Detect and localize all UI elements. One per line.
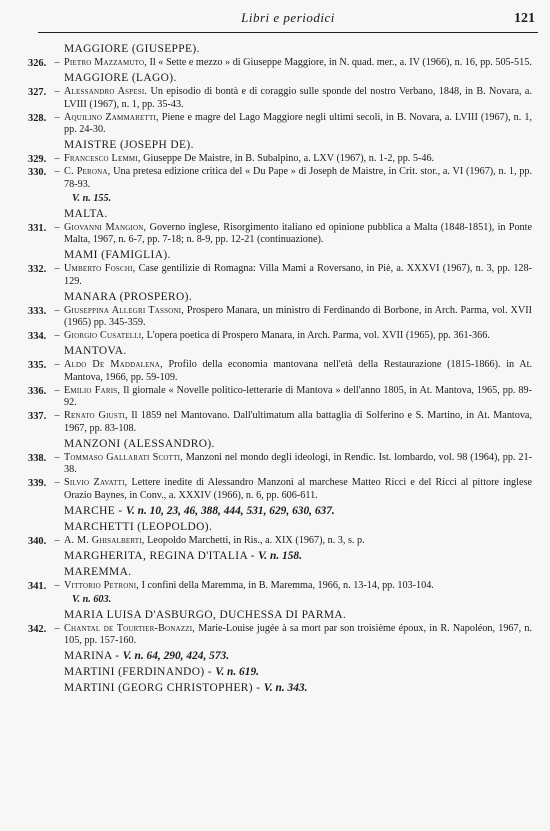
subject-heading [28, 519, 532, 535]
heading-text: MAMI (FAMIGLIA). [64, 249, 171, 261]
entry-citation: Piene e magre del Lago Maggiore negli ultimi secoli, in B. Novara, a. LVIII (1967), n. 1, pp. 24-30. [64, 111, 532, 136]
heading-text: MARGHERITA, REGINA D'ITALIA - [64, 549, 259, 562]
entry-number: 329. [28, 154, 47, 165]
entry-number: 339. [28, 478, 47, 489]
entry-dash: – [54, 111, 60, 123]
entry-author: Vittorio Petroni, [64, 579, 140, 591]
entry-author: Aldo De Maddalena, [64, 359, 163, 370]
heading-text: MARINA - [64, 650, 123, 662]
subject-heading [28, 41, 532, 57]
entry-body [64, 623, 532, 649]
bibliography-entry [28, 623, 532, 649]
entry-author: Umberto Foschi, [64, 263, 136, 274]
subject-heading [28, 648, 532, 664]
entry-citation: Il 1859 nel Mantovano. Dall'ultimatum alla battaglia di Solferino e S. Martino, in At. Mantova, 1967, pp. 83-108. [64, 410, 532, 434]
entry-number: 337. [28, 411, 47, 422]
subject-heading [28, 247, 532, 263]
entry-dash: – [54, 86, 60, 97]
entry-dash: – [54, 263, 60, 274]
subject-heading [28, 70, 532, 86]
entry-dash: – [54, 410, 60, 421]
entry-author: Giuseppina Allegri Tassoni, [64, 304, 184, 316]
entry-number: 326. [28, 58, 47, 69]
entry-author: Silvio Zavatti, [64, 477, 128, 488]
bibliography-entry [28, 410, 532, 436]
subject-heading [28, 564, 532, 580]
see-also-reference: V. n. 155. [72, 192, 112, 204]
entry-body [64, 222, 532, 248]
entry-citation: Governo inglese, Risorgimento italiano ed opinione pubblica a Malta (1848-1851), in Ponte Malta, 1967, n. 6-7, pp. 7-18; n. 8-9, pp. 12-21 (continuazione). [64, 221, 532, 246]
entry-dash: – [54, 622, 60, 634]
entry-body [64, 57, 532, 70]
heading-text: MARTINI (GEORG CHRISTOPHER) - [64, 682, 264, 694]
bibliography-entry [28, 385, 532, 411]
entry-dash: – [54, 579, 60, 591]
entry-dash: – [54, 153, 60, 164]
heading-text: MARCHE - [64, 504, 126, 517]
entry-body [64, 359, 532, 385]
entry-author: Aquilino Zammaretti, [64, 111, 159, 123]
entry-citation: Marie-Louise jugée à sa mort par son troisième époux, in R. Napoléon, 1967, n. 105, pp. 157-160. [64, 622, 533, 647]
entry-citation: L'opera poetica di Prospero Manara, in Arch. Parma, vol. XVII (1965), pp. 361-366. [144, 330, 490, 341]
subject-heading [28, 680, 532, 696]
entry-number: 328. [28, 112, 47, 124]
entry-citation: Prospero Manara, un ministro di Ferdinando di Borbone, in Arch. Parma, vol. XVII (1965) pp. 345-359. [64, 304, 532, 329]
entry-number: 340. [28, 535, 47, 547]
entry-body [64, 166, 532, 192]
entry-body [64, 153, 532, 166]
entry-dash: – [54, 57, 60, 68]
entry-author: Alessandro Aspesi. [64, 86, 148, 97]
subject-heading [28, 436, 532, 452]
entry-dash: – [54, 451, 60, 463]
entry-citation: Profilo della economia mantovana nell'età della Restaurazione (1815-1866). in At. Mantova, 1966, pp. 59-109. [64, 359, 532, 383]
entry-dash: – [54, 166, 60, 177]
subject-heading [28, 343, 532, 359]
entry-citation: Il « Sette e mezzo » di Giuseppe Maggiore, in N. quad. mer., a. IV (1966), n. 16, pp. 505-515. [146, 57, 532, 68]
entry-number: 335. [28, 360, 47, 371]
subject-heading [28, 548, 532, 564]
heading-text: MANZONI (ALESSANDRO). [64, 437, 215, 450]
entry-body [64, 112, 532, 138]
entry-number: 331. [28, 222, 47, 234]
entry-number: 342. [28, 623, 47, 635]
entry-citation: Giuseppe De Maistre, in B. Subalpino, a. LXV (1967), n. 1-2, pp. 5-46. [140, 153, 435, 164]
entry-dash: – [54, 330, 60, 341]
entry-number: 341. [28, 580, 47, 592]
cross-reference: V. n. 10, 23, 46, 388, 444, 531, 629, 630, 637. [125, 504, 335, 517]
entry-number: 332. [28, 264, 47, 275]
subject-heading [28, 206, 532, 222]
heading-text: MARIA LUISA D'ASBURGO, DUCHESSA DI PARMA. [64, 608, 347, 621]
running-title: Libri e periodici [241, 10, 335, 25]
cross-reference: V. n. 64, 290, 424, 573. [122, 650, 230, 662]
entry-dash: – [54, 384, 60, 396]
entry-citation: Un episodio di bontà e di coraggio sulle sponde del nostro Verbano, 1848, in B. Novara, a. LVIII (1967), n. 1, pp. 35-43. [64, 86, 532, 110]
entry-citation: I confini della Maremma, in B. Maremma, 1966, n. 13-14, pp. 103-104. [139, 579, 434, 591]
entry-author: Giovanni Mangion, [64, 221, 147, 233]
heading-text: MAGGIORE (GIUSEPPE). [64, 43, 200, 55]
entry-author: Chantal de Tourtier-Bonazzi, [64, 622, 196, 634]
entry-citation: Case gentilizie di Romagna: Villa Mami a Roversano, in Piè, a. XXXVI (1967), n. 3, pp. 128-129. [64, 263, 532, 287]
entry-body [64, 330, 532, 343]
cross-reference: V. n. 619. [215, 666, 259, 678]
entry-body [64, 535, 532, 548]
entry-citation: Leopoldo Marchetti, in Ris., a. XIX (1967), n. 3, s. p. [144, 534, 365, 546]
bibliography-entry [28, 112, 532, 138]
entry-body [64, 580, 532, 593]
entry-body [64, 477, 532, 503]
bibliography-entry [28, 330, 532, 343]
entry-citation: Manzoni nel mondo degli ideologi, in Rendic. Ist. lombardo, vol. 98 (1964), pp. 21-38. [64, 451, 532, 476]
entry-author: C. Perona, [64, 166, 111, 177]
subject-heading [28, 607, 532, 623]
subject-heading [28, 137, 532, 153]
bibliography-entry [28, 222, 532, 248]
entry-author: Tommaso Gallarati Scotti, [64, 451, 183, 463]
bibliography-list [28, 41, 532, 696]
heading-text: MAREMMA. [64, 565, 132, 578]
entry-body [64, 86, 532, 112]
entry-number: 334. [28, 331, 47, 342]
entry-number: 327. [28, 87, 47, 98]
entry-body [64, 305, 532, 331]
bibliography-entry [28, 477, 532, 503]
heading-text: MARTINI (FERDINANDO) - [64, 666, 216, 678]
entry-dash: – [54, 477, 60, 488]
entry-number: 336. [28, 385, 47, 397]
entry-citation: Il giornale « Novelle politico-letterarie di Mantova » dell'anno 1805, in At. Mantova, 1965, pp. 89-92. [64, 384, 532, 409]
page-number: 121 [514, 11, 535, 26]
bibliography-entry [28, 452, 532, 478]
entry-citation: Lettere inedite di Alessandro Manzoni al marchese Matteo Ricci e del Ricci al pittore inglese Orazio Baynes, in Conv., a. XXXIV (1966), n. 6, pp. 606-611. [64, 477, 532, 501]
entry-author: Francesco Lemmi, [64, 153, 141, 164]
entry-number: 330. [28, 167, 47, 178]
bibliography-entry [28, 57, 532, 70]
entry-author: Pietro Mazzamuto, [64, 57, 147, 68]
entry-dash: – [54, 534, 60, 546]
heading-text: MALTA. [64, 207, 108, 220]
cross-reference: V. n. 343. [263, 682, 308, 694]
bibliography-entry [28, 166, 532, 192]
bibliography-entry [28, 359, 532, 385]
cross-reference: V. n. 158. [258, 549, 302, 562]
bibliography-entry [28, 153, 532, 166]
heading-text: MAISTRE (JOSEPH DE). [64, 139, 194, 151]
bibliography-entry [28, 580, 532, 593]
entry-body [64, 410, 532, 436]
bibliography-entry [28, 305, 532, 331]
entry-dash: – [54, 304, 60, 316]
entry-dash: – [54, 221, 60, 233]
subject-heading [28, 503, 532, 519]
subject-heading [28, 664, 532, 680]
entry-number: 333. [28, 305, 47, 317]
running-head [38, 10, 538, 28]
heading-text: MANARA (PROSPERO). [64, 290, 193, 303]
entry-author: Giorgio Cusatelli, [64, 330, 145, 341]
entry-dash: – [54, 359, 60, 370]
entry-author: Emilio Faris, [64, 384, 121, 396]
bibliography-entry [28, 86, 532, 112]
entry-author: Renato Giusti, [64, 410, 128, 421]
bibliography-entry [28, 263, 532, 289]
header-rule [38, 32, 538, 33]
entry-body [64, 385, 532, 411]
entry-citation: Una pretesa edizione critica del « Du Pape » di Joseph de Maistre, in Crit. stor., a. VI (1967), n. 1, pp. 78-93. [64, 166, 532, 190]
entry-number: 338. [28, 452, 47, 464]
subject-heading [28, 289, 532, 305]
entry-body [64, 452, 532, 478]
heading-text: MANTOVA. [64, 345, 127, 357]
entry-author: A. M. Ghisalberti, [64, 534, 145, 546]
entry-body [64, 263, 532, 289]
heading-text: MARCHETTI (LEOPOLDO). [64, 520, 213, 533]
bibliography-entry [28, 535, 532, 548]
see-also-reference: V. n. 603. [72, 593, 112, 605]
heading-text: MAGGIORE (LAGO). [64, 72, 177, 84]
